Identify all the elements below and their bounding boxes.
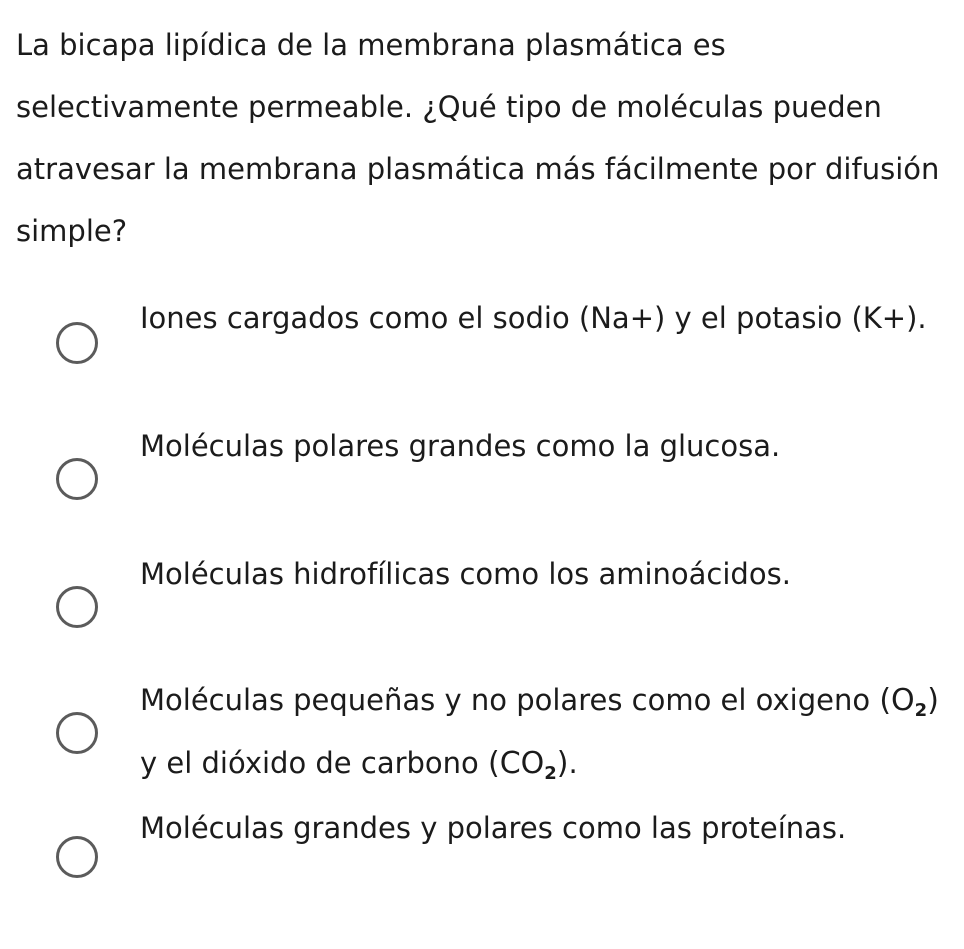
answer-option-small-nonpolar[interactable]	[0, 674, 964, 802]
answer-text-small-nonpolar	[140, 669, 955, 795]
answer-text-ions: Iones cargados como el sodio (Na+) y el potasio (K+).	[140, 301, 927, 335]
answer-option-ions[interactable]	[0, 292, 964, 420]
question-text: La bicapa lipídica de la membrana plasmática es selectivamente permeable. ¿Qué tipo de moléculas pueden atravesar la membrana plasmática más fácilmente por difusión simple?	[16, 28, 940, 248]
answer-option-glucose[interactable]	[0, 420, 964, 548]
answer-option-proteins[interactable]	[0, 802, 964, 930]
answer-text-glucose: Moléculas polares grandes como la glucosa.	[140, 429, 781, 463]
radio-button-small-nonpolar[interactable]	[56, 712, 98, 754]
radio-button-amino-acids[interactable]	[56, 586, 98, 628]
radio-button-glucose[interactable]	[56, 458, 98, 500]
answer-option-amino-acids[interactable]	[0, 548, 964, 676]
radio-button-ions[interactable]	[56, 322, 98, 364]
answer-text-start: Moléculas pequeñas y no polares como el oxigeno	[140, 683, 880, 717]
answer-text-middle: y el dióxido de carbono	[140, 746, 488, 780]
answer-text-amino-acids: Moléculas hidrofílicas como los aminoácidos.	[140, 557, 791, 591]
carbon-dioxide-formula: $(CO_2)$	[488, 746, 569, 784]
radio-button-proteins[interactable]	[56, 836, 98, 878]
answer-text-end: .	[568, 746, 578, 780]
answer-text-proteins: Moléculas grandes y polares como las proteínas.	[140, 811, 847, 845]
oxygen-formula: $(O_2)$	[879, 683, 939, 721]
